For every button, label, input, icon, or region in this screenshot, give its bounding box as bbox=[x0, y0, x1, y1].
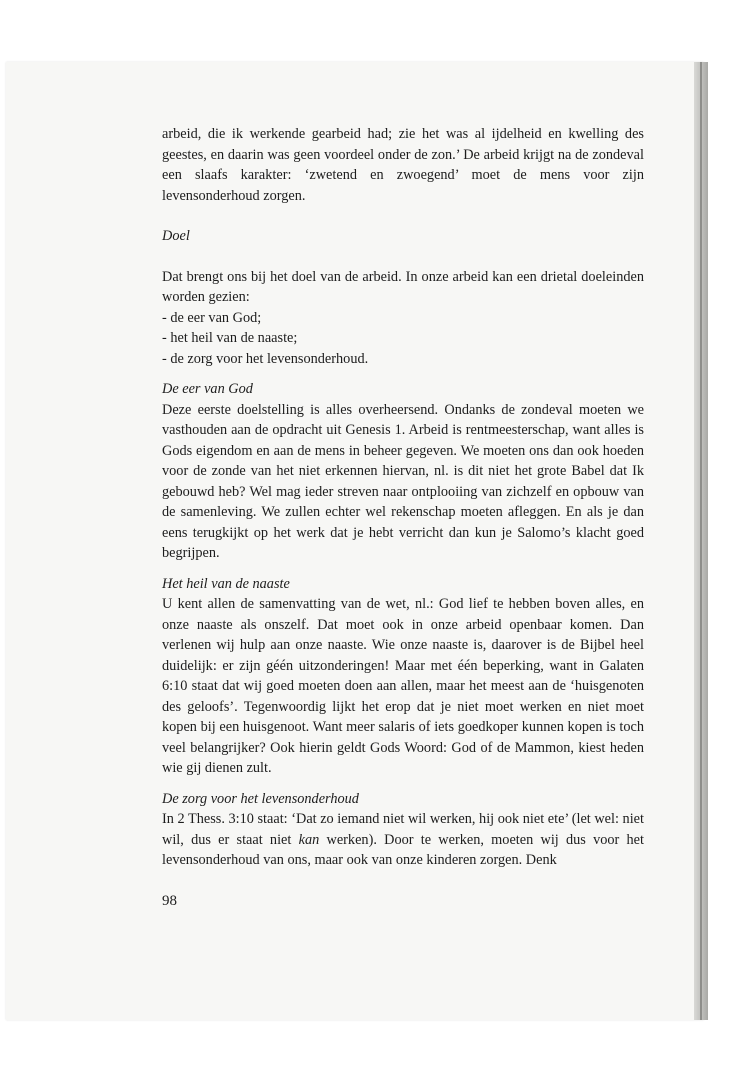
heil-paragraph: U kent allen de samenvatting van de wet, nl.: God lief te hebben boven alles, en onze naaste als onszelf. Dat moet ook in onze arbeid openbaar komen. Dan verlenen wij hulp aan onze naaste. Wie onze naaste is, daarover is de Bijbel heel duidelijk: er zijn géén uitzonderingen! Maar met één beperking, want in Galaten 6:10 staat dat wij goed moeten doen aan allen, maar het meest aan de ‘huisgenoten des geloofs’. Tegenwoordig lijkt het erop dat je niet moet werken en niet moet kopen bij een huisgenoot. Want meer salaris of iets goedkoper kunnen kopen is toch veel belangrijker? Ook hierin geldt Gods Woord: God of de Mammon, kiest heden wie gij dienen zult. bbox=[162, 596, 644, 776]
doel-list bbox=[162, 308, 644, 370]
list-item: - de zorg voor het levensonderhoud. bbox=[162, 350, 369, 367]
heading-zorg: De zorg voor het levensonderhoud bbox=[162, 790, 359, 807]
list-item: - de eer van God; bbox=[162, 309, 262, 326]
zorg-paragraph bbox=[162, 809, 644, 871]
intro-paragraph: arbeid, die ik werkende gearbeid had; zie het was al ijdelheid en kwelling des geestes, en daarin was geen voordeel onder de zon.’ De arbeid krijgt na de zondeval een slaafs karakter: ‘zwetend en zwoegend’ moet de mens voor zijn levensonderhoud zorgen. bbox=[162, 126, 644, 204]
zorg-text-italic: kan bbox=[298, 831, 320, 848]
list-item: - het heil van de naaste; bbox=[162, 330, 298, 346]
page-edge-line bbox=[700, 62, 702, 1020]
zorg-text-part1: In 2 Thess. 3:10 staat: ‘Dat zo iemand niet wil werken, hij ook niet ete’ (let wel: niet wil, dus er staat niet bbox=[162, 811, 644, 848]
doel-paragraph: Dat brengt ons bij het doel van de arbeid. In onze arbeid kan een drietal doeleinden worden gezien: bbox=[162, 268, 644, 305]
page-number: 98 bbox=[162, 893, 177, 909]
heading-heil: Het heil van de naaste bbox=[162, 575, 290, 592]
heading-doel: Doel bbox=[162, 228, 190, 244]
page-body bbox=[162, 124, 644, 871]
heading-eer: De eer van God bbox=[162, 381, 253, 397]
zorg-text-part2: werken). Door te werken, moeten wij dus voor het levensonderhoud van ons, maar ook van onze kinderen zorgen. Denk bbox=[162, 831, 644, 868]
eer-paragraph: Deze eerste doelstelling is alles overheersend. Ondanks de zondeval moeten we vasthouden aan de opdracht uit Genesis 1. Arbeid is rentmeesterschap, want alles is Gods eigendom en aan de mens in beheer gegeven. We moeten ons dan ook hoeden voor de zonde van het niet erkennen hiervan, nl. is dit niet het grote Babel dat Ik gebouwd heb? Wel mag ieder streven naar ontplooiing van zichzelf en opbouw van de samenleving. We zullen echter wel rekenschap moeten afleggen. En als je dan eens terugkijkt op het werk dat je hebt verricht dan kun je Salomo’s klacht goed begrijpen. bbox=[162, 401, 644, 561]
